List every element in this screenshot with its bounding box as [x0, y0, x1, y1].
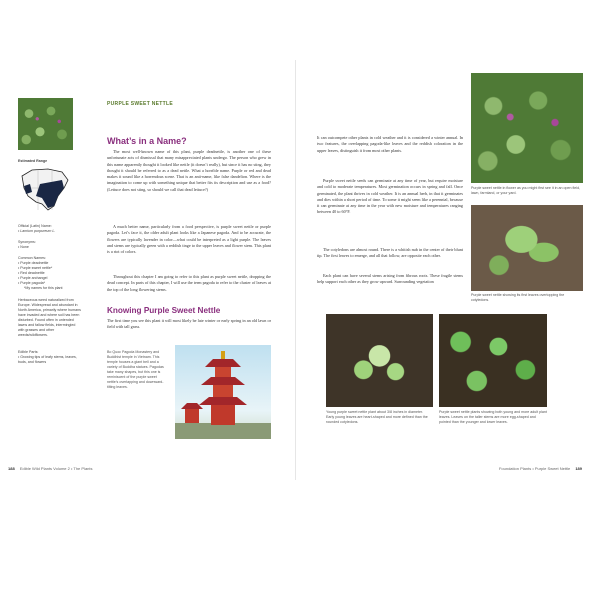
names-note: *My names for this plant: [24, 286, 63, 290]
gutter: [295, 60, 296, 480]
range-label: Estimated Range: [18, 159, 48, 163]
young-plant-photo: [326, 314, 433, 407]
paragraph: Each plant can have several stems arising from fibrous roots. These fragile stems help support each other as they grow upward. Surrounding vegetation: [317, 273, 463, 285]
flower-photo: [18, 98, 73, 150]
edible-parts: • Growing tips of leafy stems, leaves, buds, and flowers: [18, 355, 77, 364]
page-number: 189: [575, 466, 582, 471]
running-footer: Edible Wild Plants Volume 2 • The Plants: [19, 466, 93, 471]
pagoda-caption: Bo Quoc Pagoda Monastery and Buddhist temple in Vietnam. This temple houses a giant bell and a variety of Buddha statues. Pagodas take many shapes, but this one is reminiscent of the purple sweet nettle’s overlapping and downward-tilting leaves.: [107, 350, 164, 389]
common-name: • Purple pagoda*: [18, 281, 46, 285]
sidebar-edible: [18, 350, 82, 365]
right-folio: [499, 466, 582, 471]
caption: Purple sweet nettle in flower as you might first see it in an open field, lawn, farmland, or your yard.: [471, 186, 581, 195]
pagoda-photo: [175, 345, 271, 439]
chapter-title: PURPLE SWEET NETTLE: [107, 101, 173, 107]
heading-knowing: Knowing Purple Sweet Nettle: [107, 306, 221, 315]
sidebar-synonyms: [18, 240, 78, 250]
running-footer: Foundation Plants • Purple Sweet Nettle: [498, 466, 571, 471]
paragraph: Throughout this chapter I am going to refer to this plant as purple sweet nettle, dropping the dead concept. In parts of this chapter, I will use the term pagoda to refer to the cluster of leaves at the top of the long flowering stems.: [107, 274, 271, 292]
pagoda-illustration: [175, 345, 271, 439]
mixed-leaves-photo: [439, 314, 547, 407]
sidebar-habitat: Herbaceous weed naturalized from Europe. Widespread and abundant in North America, primarily where humans have invaded and where soil has been disturbed. Found often in untended lawns and fallow fields, intermingled with grasses and other weeds/wildflowers.: [18, 298, 81, 337]
sidebar-common-names: [18, 256, 80, 291]
flowering-field-photo: [471, 73, 583, 183]
edible-label: Edible Parts:: [18, 350, 39, 354]
common-name: • Purple deadnettle: [18, 261, 49, 265]
synonyms-label: Synonyms:: [18, 240, 36, 244]
paragraph: A much better name, particularly from a food perspective, is purple sweet nettle or purple pagoda. Let’s face it, the older adult plant looks like a Japanese pagoda. And to be accurate, the flowers are typically lavender in color—what could be interpreted as a light purple. The leaves and stems are typically green with a reddish tinge to the upper leaves and flower stem. This plant is a riot of colors.: [107, 224, 271, 255]
caption: Purple sweet nettle plants showing both young and more adult plant leaves. Leaves on the taller stems are more egg-shaped and pointed than the younger and lower leaves.: [439, 410, 547, 424]
common-name: • Purple sweet nettle*: [18, 266, 53, 270]
first-leaves-photo: [471, 205, 583, 291]
left-folio: [8, 466, 93, 471]
sidebar-official: [18, 224, 78, 234]
official-label: Official (Latin) Name:: [18, 224, 52, 228]
common-name: • Red deadnettle: [18, 271, 45, 275]
book-spread: [5, 60, 585, 480]
synonyms-value: • None: [18, 245, 29, 249]
paragraph: The most well-known name of this plant, purple deadnettle, is another one of these unfortunate acts of dismissal that many misappreciated plants undergo. The person who grew in this name apparently thought it looked like nettle (it doesn’t really), but since it has no sting, they thought it should be referred to as a dead nettle. What a horrible name. Purple or red and dead makes it sound like a horrendous scene. That is an anti-name, like false dandelion. Where is the imagination to come up with something unique that better fits its description and use as a food? (Lettuce does not sting, so should we call that dead lettuce?): [107, 149, 271, 192]
common-name: • Purple archangel: [18, 276, 48, 280]
paragraph: It can outcompete other plants in cold weather and it is considered a winter annual. In two features, the overlapping pagoda-like leaves and the reddish coloration in the upper leaves, distinguish it from most other plants.: [317, 135, 463, 153]
range-map: [18, 166, 73, 214]
paragraph: The first time you see this plant it will most likely be late winter or early spring in an old lawn or field with tall grass.: [107, 318, 271, 330]
caption: Young purple sweet nettle plant about 3/8 inches in diameter. Early young leaves are heart-shaped and more defined than the rounded cotyledons.: [326, 410, 428, 424]
heading-whats-in-a-name: What’s in a Name?: [107, 136, 187, 146]
page-number: 188: [8, 466, 15, 471]
common-label: Common Names:: [18, 256, 46, 260]
paragraph: The cotyledons are almost round. There is a whitish nub in the center of their blunt tip. The first leaves to emerge, and all that follow, are opposite each other.: [317, 247, 463, 259]
paragraph: Purple sweet nettle seeds can germinate at any time of year, but require moisture and cold to moderate temperatures. Most germination occurs in spring and fall. Once germinated, the plant thrives in cold weather. It is an annual herb, in that it germinates and dies within a short period of time. To some it might seem like a perennial, because it can germinate at any time in the year with new moisture and temperatures ranging between 40 to 60°F.: [317, 178, 463, 215]
latin-name: • Lamium purpureum L.: [18, 229, 56, 233]
caption: Purple sweet nettle showing its first leaves overtopping the cotyledons.: [471, 293, 565, 302]
